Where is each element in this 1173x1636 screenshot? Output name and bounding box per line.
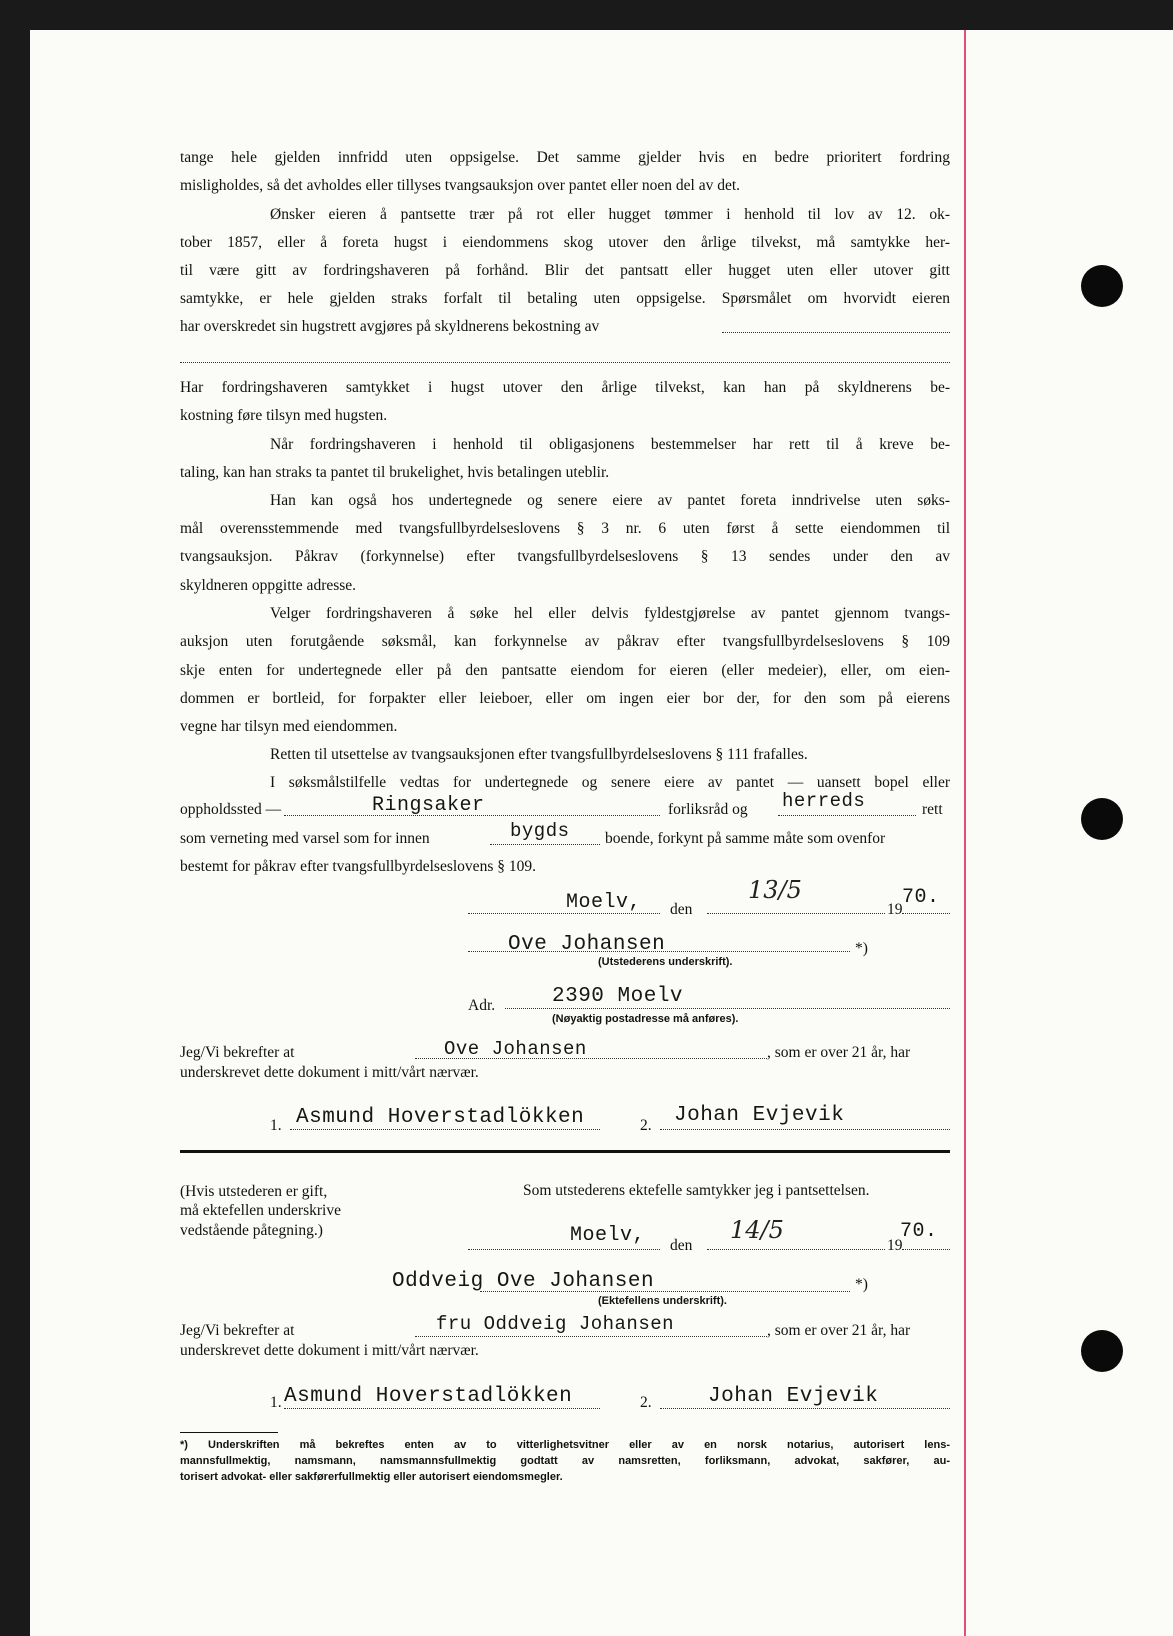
venue-district: bygds xyxy=(510,820,570,842)
issuer-address: 2390 Moelv xyxy=(552,985,684,1008)
issuer-year: 70. xyxy=(902,886,940,909)
witness-1-signature: Asmund Hoverstadlökken xyxy=(296,1106,585,1129)
witness-number: 2. xyxy=(640,1394,652,1411)
witness-tail: , som er over 21 år, har xyxy=(767,1044,911,1061)
body-line: vegne har tilsyn med eiendommen. xyxy=(180,718,398,735)
address-label: Adr. xyxy=(468,997,496,1014)
body-line: skje enten for undertegnede eller på den pantsatte eiendom for eieren (eller medeier), eller, om eien- xyxy=(180,662,950,679)
body-line: som verneting med varsel som for innen xyxy=(180,830,430,847)
spouse-note: vedstående påtegning.) xyxy=(180,1222,323,1239)
signature-caption: (Ektefellens underskrift). xyxy=(598,1295,727,1307)
body-line: mål overensstemmende med tvangsfullbyrdelseslovens § 3 nr. 6 uten først å sette eiendommen til xyxy=(180,520,950,537)
blank-line xyxy=(722,332,950,333)
footnote-line: *) Underskriften må bekreftes enten av to vitterlighetsvitner eller av en norsk notarius, autorisert lens- xyxy=(180,1439,950,1451)
body-line: Velger fordringshaveren å søke hel eller delvis fyldestgjørelse av pantet gjennom tvangs- xyxy=(270,605,950,622)
body-line: auksjon uten forutgående søksmål, kan forkynnelse av påkrav efter tvangsfullbyrdelseslovens § 109 xyxy=(180,633,950,650)
witnessed-name: fru Oddveig Johansen xyxy=(436,1313,675,1335)
body-line: Han kan også hos undertegnede og senere eiere av pantet foreta inndrivelse uten søks- xyxy=(270,492,950,509)
witnessed-name: Ove Johansen xyxy=(444,1038,587,1060)
body-line: I søksmålstilfelle vedtas for undertegnede og senere eiere av pantet — uansett bopel eller xyxy=(270,774,950,791)
witness-line2: underskrevet dette dokument i mitt/vårt nærvær. xyxy=(180,1064,479,1081)
blank-line xyxy=(468,1249,660,1250)
spouse-note: (Hvis utstederen er gift, xyxy=(180,1183,328,1200)
blank-line xyxy=(490,844,600,845)
footnote-rule xyxy=(180,1432,278,1433)
witness-tail: , som er over 21 år, har xyxy=(767,1322,911,1339)
witness-lead: Jeg/Vi bekrefter at xyxy=(180,1322,295,1339)
issuer-signature: Ove Johansen xyxy=(508,933,666,956)
spouse-consent: Som utstederens ektefelle samtykker jeg i pantsettelsen. xyxy=(523,1182,870,1199)
body-line: Når fordringshaveren i henhold til obligasjonens bestemmelser har rett til å kreve be- xyxy=(270,436,950,453)
footnote-line: mannsfullmektig, namsmann, namsmannsfullmektig godtatt av namsretten, forliksmann, advokat, sakfører, au- xyxy=(180,1455,950,1467)
body-line: misligholdes, så det avholdes eller tillyses tvangsauksjon over pantet eller noen del av det. xyxy=(180,177,741,194)
footnote-marker: *) xyxy=(855,1276,868,1293)
blank-line xyxy=(415,1336,767,1337)
venue-place: Ringsaker xyxy=(372,794,485,817)
body-line: Retten til utsettelse av tvangsauksjonen efter tvangsfullbyrdelseslovens § 111 frafalles. xyxy=(270,746,808,763)
body-line: boende, forkynt på samme måte som ovenfor xyxy=(605,830,886,847)
body-line: samtykke, er hele gjelden straks forfalt til betaling uten oppsigelse. Spørsmålet om hvorvidt eieren xyxy=(180,290,950,307)
signature-line xyxy=(660,1129,950,1130)
den-label: den xyxy=(670,1237,693,1254)
spouse-place: Moelv, xyxy=(570,1224,646,1247)
witness-line2: underskrevet dette dokument i mitt/vårt nærvær. xyxy=(180,1342,479,1359)
signature-line xyxy=(660,1408,950,1409)
blank-line xyxy=(707,1249,885,1250)
witness-lead: Jeg/Vi bekrefter at xyxy=(180,1044,295,1061)
blank-line xyxy=(707,913,885,914)
spouse-note: må ektefellen underskrive xyxy=(180,1202,341,1219)
footnote-marker: *) xyxy=(855,940,868,957)
blank-line xyxy=(778,815,916,816)
issuer-place: Moelv, xyxy=(566,891,642,914)
punch-hole xyxy=(1081,265,1123,307)
red-margin-line xyxy=(964,30,966,1636)
witness-2-signature: Johan Evjevik xyxy=(674,1104,845,1127)
punch-hole xyxy=(1081,798,1123,840)
venue-court-type: herreds xyxy=(782,790,866,812)
body-line: tange hele gjelden innfridd uten oppsigelse. Det samme gjelder hvis en bedre prioritert fordring xyxy=(180,149,950,166)
punch-hole xyxy=(1081,1330,1123,1372)
footnote-line: torisert advokat- eller sakførerfullmektig eller autorisert eiendomsmegler. xyxy=(180,1471,563,1483)
address-caption: (Nøyaktig postadresse må anføres). xyxy=(552,1013,739,1025)
body-line: Ønsker eieren å pantsette trær på rot eller hugget tømmer i henhold til lov av 12. ok- xyxy=(270,206,950,223)
spouse-date: 14/5 xyxy=(730,1216,784,1244)
blank-line xyxy=(902,1249,950,1250)
spouse-year: 70. xyxy=(900,1220,938,1243)
signature-line xyxy=(284,1408,600,1409)
witness-number: 1. xyxy=(270,1394,282,1411)
den-label: den xyxy=(670,901,693,918)
signature-caption: (Utstederens underskrift). xyxy=(598,956,733,968)
body-line: Har fordringshaveren samtykket i hugst utover den årlige tilvekst, kan han på skyldnerens be- xyxy=(180,379,950,396)
body-line: tober 1857, eller å foreta hugst i eiendommens skog utover den årlige tilvekst, må samtykke her- xyxy=(180,234,950,251)
body-line: oppholdssted — xyxy=(180,801,282,818)
address-line xyxy=(505,1008,950,1009)
issuer-date: 13/5 xyxy=(748,876,802,904)
signature-line xyxy=(290,1129,600,1130)
body-line: taling, kan han straks ta pantet til brukelighet, hvis betalingen uteblir. xyxy=(180,464,610,481)
witness-number: 2. xyxy=(640,1117,652,1134)
body-line: tvangsauksjon. Påkrav (forkynnelse) efter tvangsfullbyrdelseslovens § 13 sendes under den av xyxy=(180,548,950,565)
witness-number: 1. xyxy=(270,1117,282,1134)
year-prefix: 19 xyxy=(887,1237,903,1254)
body-line: forliksråd og xyxy=(668,801,748,818)
body-line: skyldneren oppgitte adresse. xyxy=(180,577,357,594)
body-line: dommen er bortleid, for forpakter eller leieboer, eller om ingen eier bor der, for den som på eierens xyxy=(180,690,950,707)
spouse-signature: Oddveig Ove Johansen xyxy=(392,1270,655,1293)
blank-line xyxy=(902,913,950,914)
body-line: til være gitt av fordringshaveren på forhånd. Blir det pantsatt eller hugget uten eller utover gitt xyxy=(180,262,950,279)
section-divider xyxy=(180,1150,950,1153)
body-line: bestemt for påkrav efter tvangsfullbyrdelseslovens § 109. xyxy=(180,858,536,875)
witness-2-signature: Johan Evjevik xyxy=(708,1385,879,1408)
witness-1-signature: Asmund Hoverstadlökken xyxy=(284,1385,573,1408)
body-line: kostning føre tilsyn med hugsten. xyxy=(180,407,388,424)
body-line: rett xyxy=(922,801,943,818)
blank-line xyxy=(180,362,950,363)
body-line: har overskredet sin hugstrett avgjøres på skyldnerens bekostning av xyxy=(180,318,600,335)
year-prefix: 19 xyxy=(887,901,903,918)
